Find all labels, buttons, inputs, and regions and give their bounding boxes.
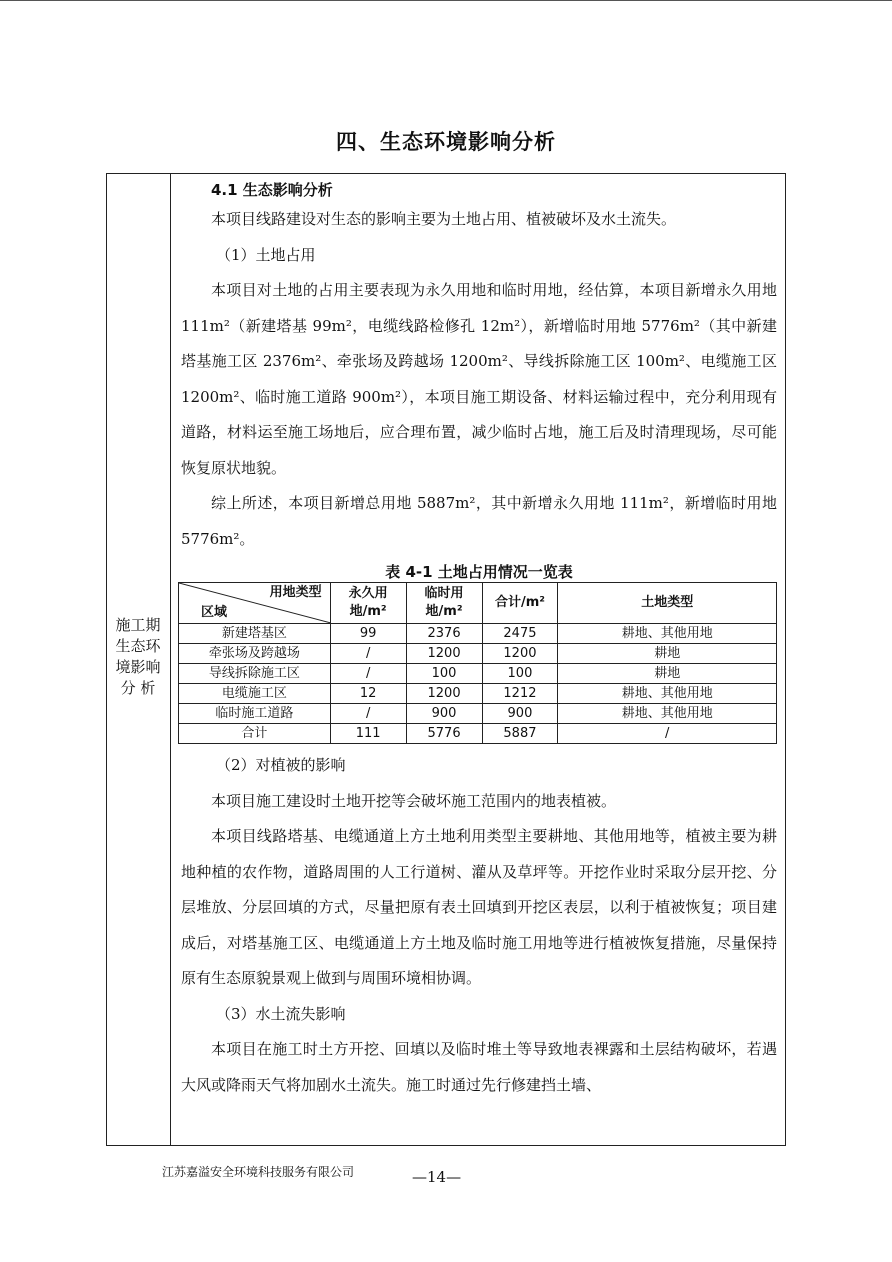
header-area: 区域 [201,605,228,620]
intro-paragraph: 本项目线路建设对生态的影响主要为土地占用、植被破坏及水土流失。 [211,210,677,228]
cell-permanent: / [330,704,406,724]
table-row [179,644,777,664]
cell-temporary: 100 [406,664,482,684]
cell-area: 牵张场及跨越场 [179,644,331,664]
cell-temporary: 5776 [406,724,482,744]
page-top-border [0,0,892,1]
subheading-land-use: （1）土地占用 [216,245,316,264]
cell-landtype: / [558,724,777,744]
header-landtype: 土地类型 [558,583,777,624]
cell-temporary: 900 [406,704,482,724]
left-category-column [107,174,171,1145]
diagonal-header-cell [179,583,331,624]
category-label-line: 境影响 [115,658,161,676]
table-caption: 表 4-1 土地占用情况一览表 [385,563,573,581]
cell-permanent: 99 [330,624,406,644]
cell-total: 5887 [482,724,558,744]
table-total-row [179,724,777,744]
category-label [107,615,169,699]
cell-area: 电缆施工区 [179,684,331,704]
cell-permanent: / [330,644,406,664]
cell-area: 新建塔基区 [179,624,331,644]
category-label-line: 生态环 [115,637,161,655]
cell-landtype: 耕地、其他用地 [558,624,777,644]
vegetation-paragraph-1: 本项目施工建设时土地开挖等会破坏施工范围内的地表植被。 [211,791,617,810]
page-number: —14— [412,1168,462,1186]
section-heading: 4.1 生态影响分析 [211,181,333,199]
cell-temporary: 1200 [406,644,482,664]
cell-total: 900 [482,704,558,724]
cell-temporary: 2376 [406,624,482,644]
subheading-vegetation: （2）对植被的影响 [216,756,346,774]
cell-permanent: / [330,664,406,684]
cell-permanent: 111 [330,724,406,744]
cell-area: 合计 [179,724,331,744]
analysis-content [171,174,785,1145]
table-row [179,624,777,644]
cell-temporary: 1200 [406,684,482,704]
table-row [179,684,777,704]
header-temporary: 临时用地/m² [406,583,482,624]
vegetation-paragraph-2: 本项目线路塔基、电缆通道上方土地利用类型主要耕地、其他用地等，植被主要为耕地种植的农作物，道路周围的人工行道树、灌从及草坪等。开挖作业时采取分层开挖、分层堆放、分层回填的方式，尽量把原有表土回填到开挖区表层，以利于植被恢复；项目建成后，对塔基施工区、电缆通道上方土地及临时施工用地等进行植被恢复措施，尽量保持原有生态原貌景观上做到与周围环境相协调。 [181,827,777,987]
subheading-soil-erosion: （3）水土流失影响 [216,1004,346,1023]
content-frame [106,173,786,1146]
land-use-summary-paragraph: 综上所述，本项目新增总用地 5887m²，其中新增永久用地 111m²，新增临时用地 5776m²。 [181,494,777,548]
cell-landtype: 耕地 [558,644,777,664]
cell-landtype: 耕地 [558,664,777,684]
cell-area: 临时施工道路 [179,704,331,724]
category-label-line: 施工期 [115,616,161,634]
table-row [179,664,777,684]
cell-total: 1200 [482,644,558,664]
cell-landtype: 耕地、其他用地 [558,704,777,724]
cell-total: 1212 [482,684,558,704]
cell-total: 2475 [482,624,558,644]
cell-total: 100 [482,664,558,684]
soil-erosion-paragraph: 本项目在施工时土方开挖、回填以及临时堆土等导致地表裸露和土层结构破坏，若遇大风或降雨天气将加剧水土流失。施工时通过先行修建挡土墙、 [181,1040,777,1094]
header-permanent: 永久用地/m² [330,583,406,624]
table-row [179,704,777,724]
cell-landtype: 耕地、其他用地 [558,684,777,704]
land-use-paragraph: 本项目对土地的占用主要表现为永久用地和临时用地，经估算，本项目新增永久用地 111m²（新建塔基 99m²，电缆线路检修孔 12m²），新增临时用地 5776m²（其中新建塔基施工区 2376m²、牵张场及跨越场 1200m²、导线拆除施工区 100m²、电缆施工区 1200m²、临时施工道路 900m²），本项目施工期设备、材料运输过程中，充分利用现有道路，材料运至施工场地后，应合理布置，减少临时占地，施工后及时清理现场，尽可能恢复原状地貌。 [181,281,777,477]
category-label-line: 分 析 [120,679,156,697]
land-use-table [178,582,777,744]
header-total: 合计/m² [482,583,558,624]
page-title: 四、生态环境影响分析 [336,130,556,154]
cell-area: 导线拆除施工区 [179,664,331,684]
table-header-row [179,583,777,624]
cell-permanent: 12 [330,684,406,704]
header-land-type: 用地类型 [269,585,322,600]
footer-company: 江苏嘉溢安全环境科技服务有限公司 [162,1165,355,1179]
